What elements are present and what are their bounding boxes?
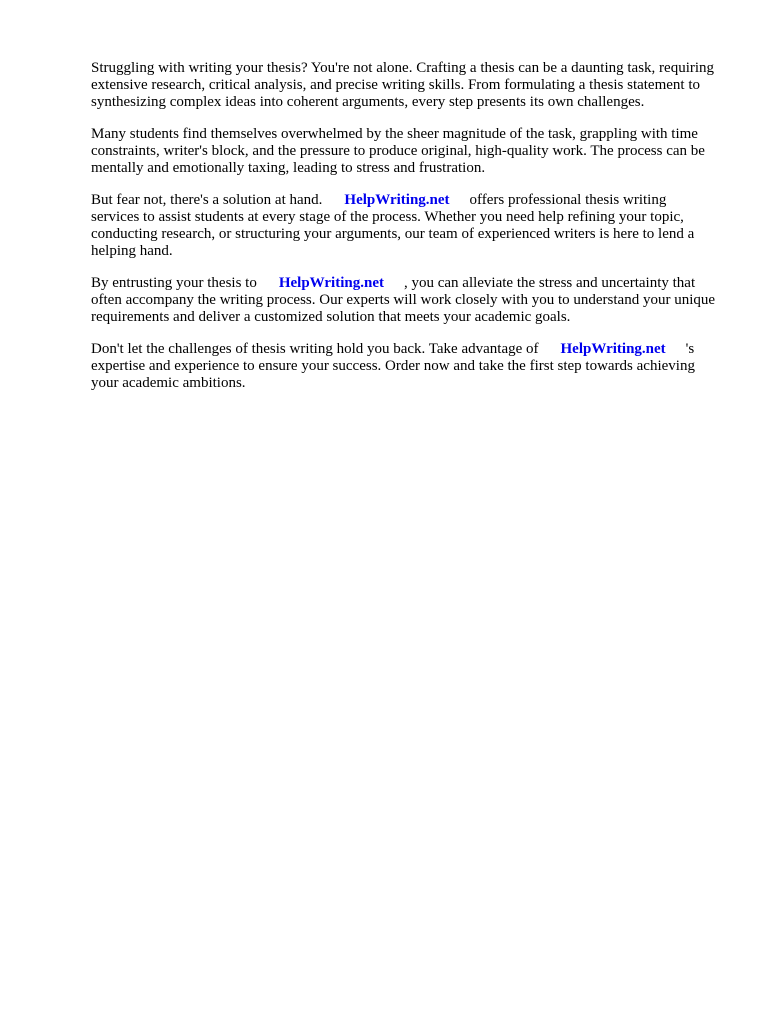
paragraph-solution-after: offers professional thesis writing services to assist students at every stage of the process. Whether you need help refining your topic, conducting research, or structuring your arguments, our team of experienced writers is here to lend a helping hand. [91, 192, 695, 259]
paragraph-cta-after: 's expertise and experience to ensure your success. Order now and take the first step towards achieving your academic ambitions. [91, 341, 695, 391]
paragraph-cta-before: Don't let the challenges of thesis writing hold you back. Take advantage of [91, 341, 539, 357]
helpwriting-link-1[interactable]: HelpWriting.net [344, 192, 450, 208]
paragraph-entrusting-after: , you can alleviate the stress and uncertainty that often accompany the writing process. Our experts will work closely with you to understand your unique requirements and deliver a customized solution that meets your academic goals. [91, 275, 716, 325]
paragraph-solution [91, 192, 717, 260]
paragraph-intro [91, 60, 717, 111]
paragraph-call-to-action [91, 341, 717, 392]
paragraph-overwhelmed-text: Many students find themselves overwhelmed by the sheer magnitude of the task, grappling with time constraints, writer's block, and the pressure to produce original, high-quality work. The process can be mentally and emotionally taxing, leading to stress and frustration. [91, 126, 705, 176]
paragraph-intro-text: Struggling with writing your thesis? You're not alone. Crafting a thesis can be a daunting task, requiring extensive research, critical analysis, and precise writing skills. From formulating a thesis statement to synthesizing complex ideas into coherent arguments, every step presents its own challenges. [91, 60, 715, 110]
helpwriting-link-3[interactable]: HelpWriting.net [560, 341, 666, 357]
paragraph-entrusting-before: By entrusting your thesis to [91, 275, 257, 291]
helpwriting-link-2[interactable]: HelpWriting.net [278, 275, 384, 291]
paragraph-solution-before: But fear not, there's a solution at hand. [91, 192, 323, 208]
paragraph-overwhelmed [91, 126, 717, 177]
paragraph-entrusting [91, 275, 717, 326]
document-body [91, 60, 717, 407]
